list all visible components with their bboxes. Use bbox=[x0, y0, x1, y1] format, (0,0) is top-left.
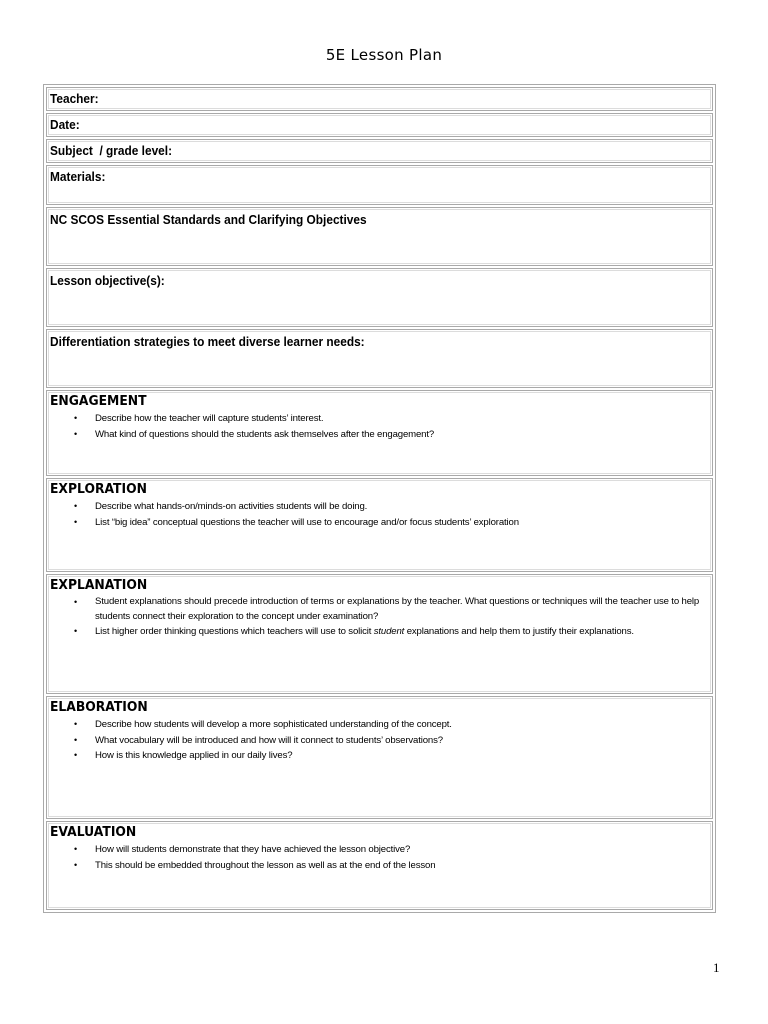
list-item: • What vocabulary will be introduced and how will it connect to students’ observations? bbox=[50, 733, 709, 749]
list-item: • Student explanations should precede introduction of terms or explanations by the teacher. What questions or techniques will the teacher use to help students connect their exploration to the concept under examination? bbox=[74, 596, 700, 622]
teacher-field[interactable] bbox=[46, 87, 713, 111]
differentiation-field[interactable] bbox=[46, 329, 713, 388]
materials-label: Materials: bbox=[50, 169, 106, 184]
list-item: • What kind of questions should the students ask themselves after the engagement? bbox=[50, 427, 709, 443]
bullet-icon: • bbox=[74, 719, 78, 729]
list-item: • How will students demonstrate that they have achieved the lesson objective? bbox=[50, 842, 709, 858]
explanation-title: EXPLANATION bbox=[50, 578, 148, 593]
date-field[interactable] bbox=[46, 113, 713, 137]
bullet-icon: • bbox=[74, 750, 78, 760]
list-item: • Describe how the teacher will capture students’ interest. bbox=[50, 411, 709, 427]
list-item: • Describe what hands-on/minds-on activities students will be doing. bbox=[50, 499, 709, 515]
lesson-plan-form bbox=[43, 84, 716, 913]
list-item: • Describe how students will develop a more sophisticated understanding of the concept. bbox=[50, 717, 709, 733]
explanation-bullets bbox=[50, 595, 709, 640]
objectives-field[interactable] bbox=[46, 268, 713, 327]
bullet-icon: • bbox=[74, 516, 78, 527]
date-label: Date: bbox=[50, 117, 80, 132]
differentiation-label: Differentiation strategies to meet diverse learner needs: bbox=[50, 334, 365, 349]
evaluation-bullets bbox=[50, 842, 709, 873]
objectives-label: Lesson objective(s): bbox=[50, 273, 165, 288]
bullet-icon: • bbox=[74, 859, 78, 870]
bullet-icon: • bbox=[74, 413, 78, 423]
bullet-icon: • bbox=[74, 734, 78, 745]
materials-field[interactable] bbox=[46, 165, 713, 205]
list-item: • List higher order thinking questions which teachers will use to solicit student explanations and help them to justify their explanations. bbox=[50, 624, 709, 640]
bullet-icon: • bbox=[74, 597, 78, 607]
engagement-section[interactable] bbox=[46, 390, 713, 476]
exploration-section[interactable] bbox=[46, 478, 713, 572]
list-item: • How is this knowledge applied in our daily lives? bbox=[50, 748, 709, 764]
elaboration-bullets bbox=[50, 717, 709, 764]
list-item: • List “big idea” conceptual questions the teacher will use to encourage and/or focus students’ exploration bbox=[50, 515, 709, 531]
subject-grade-label: Subject / grade level: bbox=[50, 143, 173, 158]
subject-grade-field[interactable] bbox=[46, 139, 713, 163]
bullet-icon: • bbox=[74, 844, 78, 854]
standards-label: NC SCOS Essential Standards and Clarifying Objectives bbox=[50, 212, 367, 227]
elaboration-title: ELABORATION bbox=[50, 700, 148, 715]
engagement-bullets bbox=[50, 411, 709, 442]
exploration-bullets bbox=[50, 499, 709, 530]
bullet-icon: • bbox=[74, 626, 78, 636]
engagement-title: ENGAGEMENT bbox=[50, 394, 147, 409]
evaluation-title: EVALUATION bbox=[50, 825, 137, 840]
list-item: • This should be embedded throughout the lesson as well as at the end of the lesson bbox=[50, 858, 709, 874]
page-title: 5E Lesson Plan bbox=[325, 46, 443, 64]
standards-field[interactable] bbox=[46, 207, 713, 266]
exploration-title: EXPLORATION bbox=[50, 482, 147, 497]
bullet-icon: • bbox=[74, 428, 78, 439]
teacher-label: Teacher: bbox=[50, 91, 99, 106]
page-number: 1 bbox=[713, 960, 720, 975]
evaluation-section[interactable] bbox=[46, 821, 713, 910]
elaboration-section[interactable] bbox=[46, 696, 713, 819]
explanation-section[interactable] bbox=[46, 574, 713, 694]
bullet-icon: • bbox=[74, 501, 78, 511]
